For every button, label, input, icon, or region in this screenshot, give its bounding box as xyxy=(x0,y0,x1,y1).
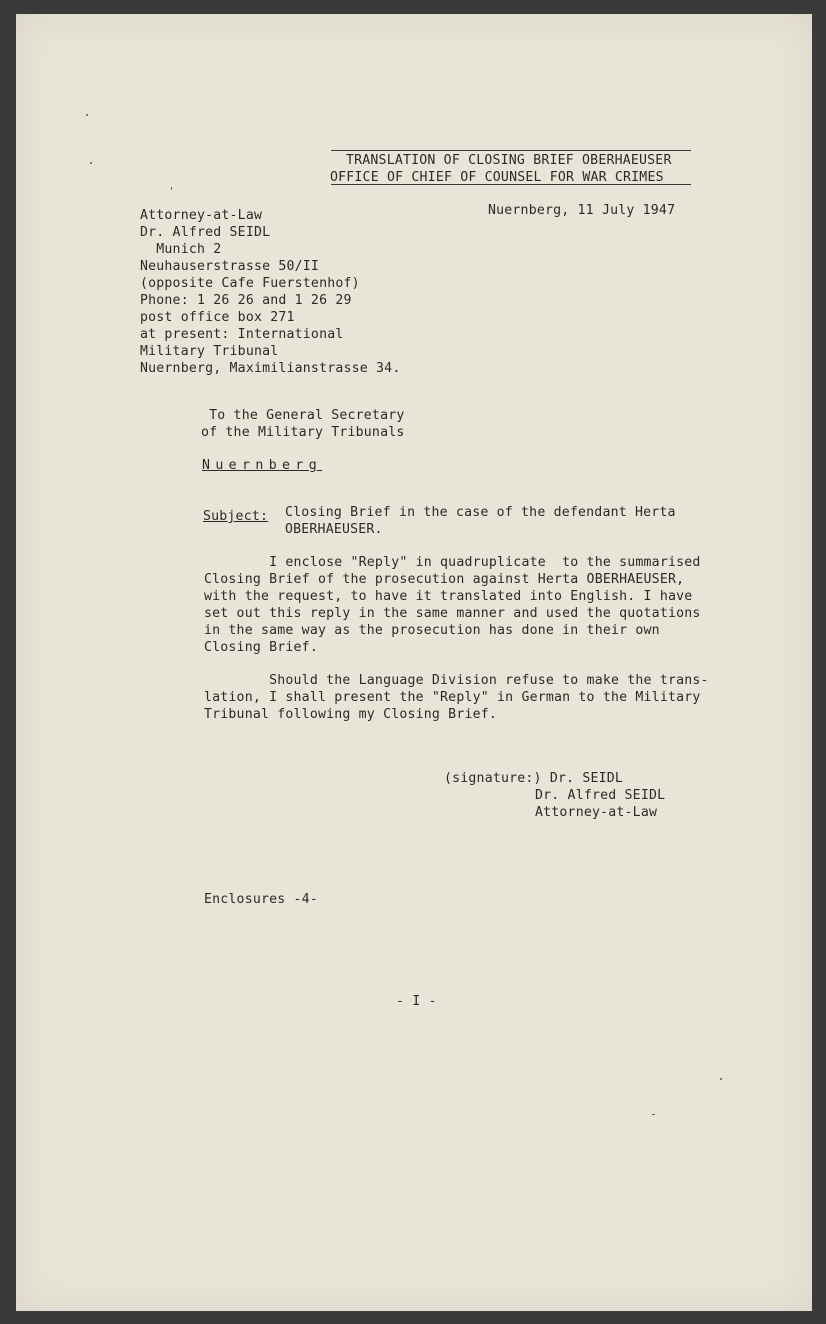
sender-line: post office box 271 xyxy=(140,310,295,325)
paragraph-line: lation, I shall present the "Reply" in German to the Military xyxy=(204,690,701,705)
paper-speck xyxy=(652,1114,655,1115)
document-page xyxy=(16,14,812,1311)
recipient-city: Nuernberg xyxy=(202,458,323,473)
sender-line: Nuernberg, Maximilianstrasse 34. xyxy=(140,361,401,376)
paragraph-line: Should the Language Division refuse to make the trans- xyxy=(204,673,709,688)
header-rule-bottom xyxy=(331,184,691,185)
subject-text: OBERHAEUSER. xyxy=(285,522,383,537)
paragraph-line: Tribunal following my Closing Brief. xyxy=(204,707,498,722)
paragraph-line: set out this reply in the same manner and used the quotations xyxy=(204,606,701,621)
subject-text: Closing Brief in the case of the defendant Herta xyxy=(285,505,676,520)
paragraph-line: I enclose "Reply" in quadruplicate to the summarised xyxy=(204,555,701,570)
paragraph-line: Closing Brief of the prosecution against Herta OBERHAEUSER, xyxy=(204,572,685,587)
sender-line: Military Tribunal xyxy=(140,344,279,359)
sender-line: Attorney-at-Law xyxy=(140,208,263,223)
paragraph-line: in the same way as the prosecution has done in their own xyxy=(204,623,660,638)
page-number: - I - xyxy=(396,994,437,1009)
signature-name: Dr. Alfred SEIDL xyxy=(535,788,666,803)
sender-line: Neuhauserstrasse 50/II xyxy=(140,259,320,274)
header-rule-top xyxy=(331,150,691,151)
header-title: TRANSLATION OF CLOSING BRIEF OBERHAEUSER xyxy=(346,153,672,168)
enclosures-note: Enclosures -4- xyxy=(204,892,318,907)
signature-line: (signature:) Dr. SEIDL xyxy=(444,771,624,786)
paper-speck xyxy=(86,114,88,116)
recipient-line: of the Military Tribunals xyxy=(201,425,405,440)
paper-speck xyxy=(171,187,172,190)
paper-speck xyxy=(90,162,92,164)
paper-speck xyxy=(720,1078,722,1080)
paragraph-line: Closing Brief. xyxy=(204,640,318,655)
sender-line: at present: International xyxy=(140,327,344,342)
paragraph-line: with the request, to have it translated into English. I have xyxy=(204,589,693,604)
header-office: OFFICE OF CHIEF OF COUNSEL FOR WAR CRIMES xyxy=(330,170,664,185)
letter-date: Nuernberg, 11 July 1947 xyxy=(488,203,676,218)
sender-line: (opposite Cafe Fuerstenhof) xyxy=(140,276,360,291)
sender-line: Munich 2 xyxy=(140,242,222,257)
recipient-line: To the General Secretary xyxy=(201,408,405,423)
sender-line: Dr. Alfred SEIDL xyxy=(140,225,271,240)
signature-title: Attorney-at-Law xyxy=(535,805,658,820)
subject-label: Subject: xyxy=(203,509,269,524)
sender-line: Phone: 1 26 26 and 1 26 29 xyxy=(140,293,352,308)
